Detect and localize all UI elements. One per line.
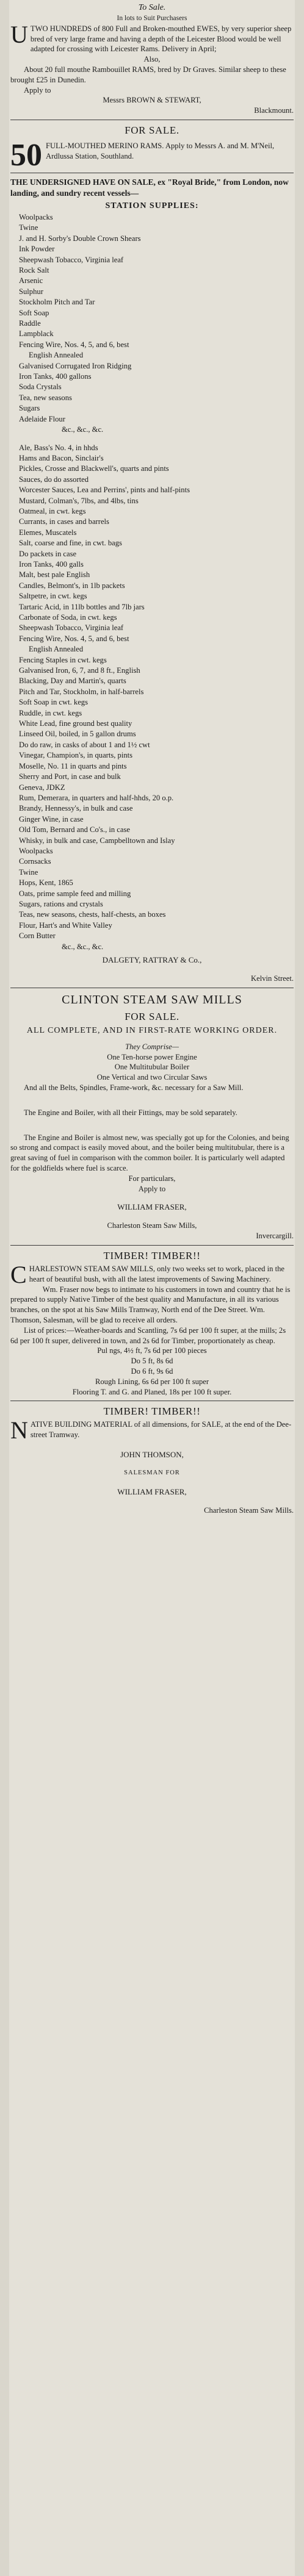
apply-line: Apply to xyxy=(24,85,51,95)
list-item: Rock Salt xyxy=(19,266,49,274)
list-item: Galvanised Iron, 6, 7, and 8 ft., English xyxy=(19,666,140,675)
place: Kelvin Street. xyxy=(251,974,294,983)
for-sale-heading: FOR SALE. xyxy=(125,1010,179,1022)
ad-title: CLINTON STEAM SAW MILLS xyxy=(62,992,242,1006)
list-item: Arsenic xyxy=(19,276,43,285)
company: Charleston Steam Saw Mills. xyxy=(204,1506,294,1515)
list-item: Ale, Bass's No. 4, in hhds xyxy=(19,443,98,452)
and-all-line: And all the Belts, Spindles, Frame-work, &c. necessary for a Saw Mill. xyxy=(24,1083,244,1092)
list-item: Flour, Hart's and White Valley xyxy=(19,920,112,930)
ad-header: TIMBER! TIMBER!! xyxy=(103,1405,201,1418)
list-item: Saltpetre, in cwt. kegs xyxy=(19,592,87,601)
engine-sentence: The Engine and Boiler, with all their Fittings, may be sold separately. xyxy=(24,1108,237,1117)
list-item: Malt, best pale English xyxy=(19,570,90,579)
list-item: Vinegar, Champion's, in quarts, pints xyxy=(19,751,133,760)
list-item: Soda Crystals xyxy=(19,382,62,392)
salesman-name: JOHN THOMSON, xyxy=(120,1450,184,1460)
ad-header: FOR SALE. xyxy=(125,124,179,136)
comprise-line: They Comprise— xyxy=(125,1042,179,1051)
ad-clinton-saw-mills xyxy=(10,992,294,1241)
price-line: Flooring T. and G. and Planed, 18s per 100 ft super. xyxy=(72,1387,232,1396)
list-item: Sherry and Port, in case and bulk xyxy=(19,772,121,781)
list-item: Stockholm Pitch and Tar xyxy=(19,298,95,307)
ad-native-building-material xyxy=(10,1405,294,1516)
list-item: Woolpacks xyxy=(19,212,53,221)
ad-header: TIMBER! TIMBER!! xyxy=(103,1249,201,1261)
ad-body: 50 FULL-MOUTHED MERINO RAMS. Apply to Messrs A. and M. M'Neil, Ardlussa Station, Southland. xyxy=(10,137,275,173)
list-item: Ink Powder xyxy=(19,245,55,254)
list-item: English Annealed xyxy=(29,645,84,654)
employer-name: WILLIAM FRASER, xyxy=(117,1487,187,1497)
for-particulars: For particulars, xyxy=(128,1174,176,1183)
list-item: Linseed Oil, boiled, in 5 gallon drums xyxy=(19,730,136,739)
list-item: Fencing Wire, Nos. 4, 5, and 6, best xyxy=(19,634,129,643)
item: One Ten-horse power Engine xyxy=(107,1052,197,1061)
list-item: Soft Soap xyxy=(19,308,49,317)
list-item: Hops, Kent, 1865 xyxy=(19,878,73,888)
list-item: &c., &c., &c. xyxy=(62,425,104,434)
list-item: White Lead, fine ground best quality xyxy=(19,719,132,728)
list-item: Oatmeal, in cwt. kegs xyxy=(19,506,86,515)
list-item: English Annealed xyxy=(29,351,84,360)
section-title: STATION SUPPLIES: xyxy=(105,201,199,210)
list-item: Oats, prime sample feed and milling xyxy=(19,889,131,898)
list-item: Sugars, rations and crystals xyxy=(19,899,103,908)
ad-body: UTWO HUNDREDS of 800 Full and Broken-mouthed EWES, by very superior sheep bred of very large frame and having a depth of the Leicester Blood would be well adapted for crossing with Leicester Rams. Delivery in April; xyxy=(10,20,292,54)
list-item: Lampblack xyxy=(19,329,54,339)
list-item: J. and H. Sorby's Double Crown Shears xyxy=(19,234,141,243)
list-item: Teas, new seasons, chests, half-chests, an boxes xyxy=(19,910,166,919)
list-item: Elemes, Muscatels xyxy=(19,528,77,537)
price-line: Do 6 ft, 9s 6d xyxy=(131,1366,173,1376)
list-item: Galvanised Corrugated Iron Ridging xyxy=(19,361,132,370)
list-item: Corn Butter xyxy=(19,931,56,941)
item: One Multitubular Boiler xyxy=(114,1063,190,1072)
ad-header: To Sale. xyxy=(138,3,166,12)
list-item: Pickles, Crosse and Blackwell's, quarts and pints xyxy=(19,464,169,473)
salesman-role: SALESMAN FOR xyxy=(124,1469,180,1477)
list-item: Brandy, Hennessy's, in bulk and case xyxy=(19,804,133,813)
ad-subtitle: ALL COMPLETE, AND IN FIRST-RATE WORKING ORDER. xyxy=(26,1025,278,1035)
price-line: Rough Lining, 6s 6d per 100 ft super xyxy=(95,1377,209,1386)
apply-line: Apply to xyxy=(138,1184,166,1193)
list-item: Carbonate of Soda, in cwt. kegs xyxy=(19,613,117,622)
name: WILLIAM FRASER, xyxy=(117,1202,187,1212)
drop-cap: C xyxy=(10,1260,27,1288)
drop-cap: N xyxy=(10,1416,28,1444)
general-goods-list xyxy=(10,443,294,953)
company: Charleston Steam Saw Mills, xyxy=(107,1221,197,1230)
ad-body-2: Wm. Fraser now begs to intimate to his customers in town and country that he is prepared to supply Native Timber of the best quality and Manufacture, in all its various branches, on the spot at his Saw Mills Tramway, North end of the Dee Street. Wm. Thomson, Salesman, will be glad to receive all orders. xyxy=(10,1285,291,1324)
list-item: &c., &c., &c. xyxy=(62,942,104,951)
list-item: Blacking, Day and Martin's, quarts xyxy=(19,676,126,686)
list-item: Do do raw, in casks of about 1 and 1½ cwt xyxy=(19,740,150,749)
list-item: Fencing Staples in cwt. kegs xyxy=(19,655,107,664)
list-item: Sulphur xyxy=(19,287,43,296)
list-item: Candles, Belmont's, in 1lb packets xyxy=(19,581,125,590)
list-item: Salt, coarse and fine, in cwt. bags xyxy=(19,539,122,548)
ad-merino-rams xyxy=(10,124,294,173)
price-line: Pul ngs, 4½ ft, 7s 6d per 100 pieces xyxy=(97,1346,207,1355)
list-item: Tea, new seasons xyxy=(19,393,72,402)
signature: Messrs BROWN & STEWART, xyxy=(103,96,201,105)
list-item: Iron Tanks, 400 gallons xyxy=(19,372,92,381)
list-item: Iron Tanks, 400 galls xyxy=(19,559,84,569)
ad-body: NATIVE BUILDING MATERIAL of all dimensions, for SALE, at the end of the Dee-street Tramway. xyxy=(10,1416,292,1444)
list-item: Mustard, Colman's, 7lbs, and 4lbs, tins xyxy=(19,496,139,505)
ad-body-rams: About 20 full mouthe Rambouillet RAMS, bred by Dr Graves. Similar sheep to these brought £25 in Dunedin. xyxy=(10,65,286,84)
list-item: Ruddle, in cwt. kegs xyxy=(19,708,82,717)
list-item: Adelaide Flour xyxy=(19,414,65,423)
town: Invercargill. xyxy=(256,1232,294,1241)
list-item: Sheepwash Tobacco, Virginia leaf xyxy=(19,623,124,633)
list-item: Twine xyxy=(19,867,38,877)
drop-cap: 50 xyxy=(10,137,42,173)
list-item: Moselle, No. 11 in quarts and pints xyxy=(19,761,127,770)
list-item: Ginger Wine, in case xyxy=(19,814,84,823)
list-item: Raddle xyxy=(19,319,41,328)
divider xyxy=(10,1245,294,1246)
ad-body: CHARLESTOWN STEAM SAW MILLS, only two weeks set to work, placed in the heart of beautiful bush, with all the latest improvements of Sawing Machinery. xyxy=(10,1260,284,1288)
list-item: Whisky, in bulk and case, Campbelltown and Islay xyxy=(19,836,175,845)
list-item: Do packets in case xyxy=(19,549,77,558)
list-item: Pitch and Tar, Stockholm, in half-barrels xyxy=(19,687,144,696)
list-item: Twine xyxy=(19,223,38,232)
ad-subheader: In lots to Suit Purchasers xyxy=(117,15,187,22)
newspaper-column xyxy=(9,0,295,2576)
drop-cap: U xyxy=(10,20,28,48)
ad-ewes-for-sale xyxy=(10,0,294,116)
price-intro: List of prices:—Weather-boards and Scantling, 7s 6d per 100 ft super, at the mills; 2s 6d per 100 ft super, delivered in town, and 2s 6d for Timber, proportionately as cheap. xyxy=(10,1326,286,1345)
description: The Engine and Boiler is almost new, was specially got up for the Colonies, and being so strong and compact is easily moved about, and the boiler being multitubular, there is a great saving of fuel in comparison with the common boiler. It is particularly well adapted for the goldfields where fuel is scarce. xyxy=(10,1133,289,1172)
station-supplies-list xyxy=(10,212,294,436)
ad-intro: THE UNDERSIGNED HAVE ON SALE, ex "Royal Bride," from London, now landing, and sundry recent vessels— xyxy=(10,177,289,198)
signature: DALGETY, RATTRAY & Co., xyxy=(102,955,202,964)
list-item: Hams and Bacon, Sinclair's xyxy=(19,453,104,462)
price-line: Do 5 ft, 8s 6d xyxy=(131,1357,173,1366)
list-item: Rum, Demerara, in quarters and half-hhds, 20 o.p. xyxy=(19,793,174,802)
list-item: Sheepwash Tobacco, Virginia leaf xyxy=(19,255,124,264)
list-item: Tartaric Acid, in 11lb bottles and 7lb jars xyxy=(19,602,145,611)
list-item: Cornsacks xyxy=(19,857,51,866)
also-line: Also, xyxy=(143,55,161,64)
list-item: Currants, in cases and barrels xyxy=(19,517,109,526)
list-item: Old Tom, Bernard and Co's., in case xyxy=(19,825,130,834)
list-item: Worcester Sauces, Lea and Perrins', pints and half-pints xyxy=(19,486,190,495)
list-item: Fencing Wire, Nos. 4, 5, and 6, best xyxy=(19,340,129,349)
list-item: Woolpacks xyxy=(19,846,53,855)
list-item: Sauces, do do assorted xyxy=(19,475,89,484)
ad-dalgety-supplies xyxy=(10,177,294,984)
list-item: Soft Soap in cwt. kegs xyxy=(19,698,88,707)
list-item: Sugars xyxy=(19,404,40,413)
ad-charlestown-timber xyxy=(10,1249,294,1397)
place: Blackmount. xyxy=(254,106,294,115)
list-item: Geneva, JDKZ xyxy=(19,783,65,792)
item: One Vertical and two Circular Saws xyxy=(96,1073,208,1082)
